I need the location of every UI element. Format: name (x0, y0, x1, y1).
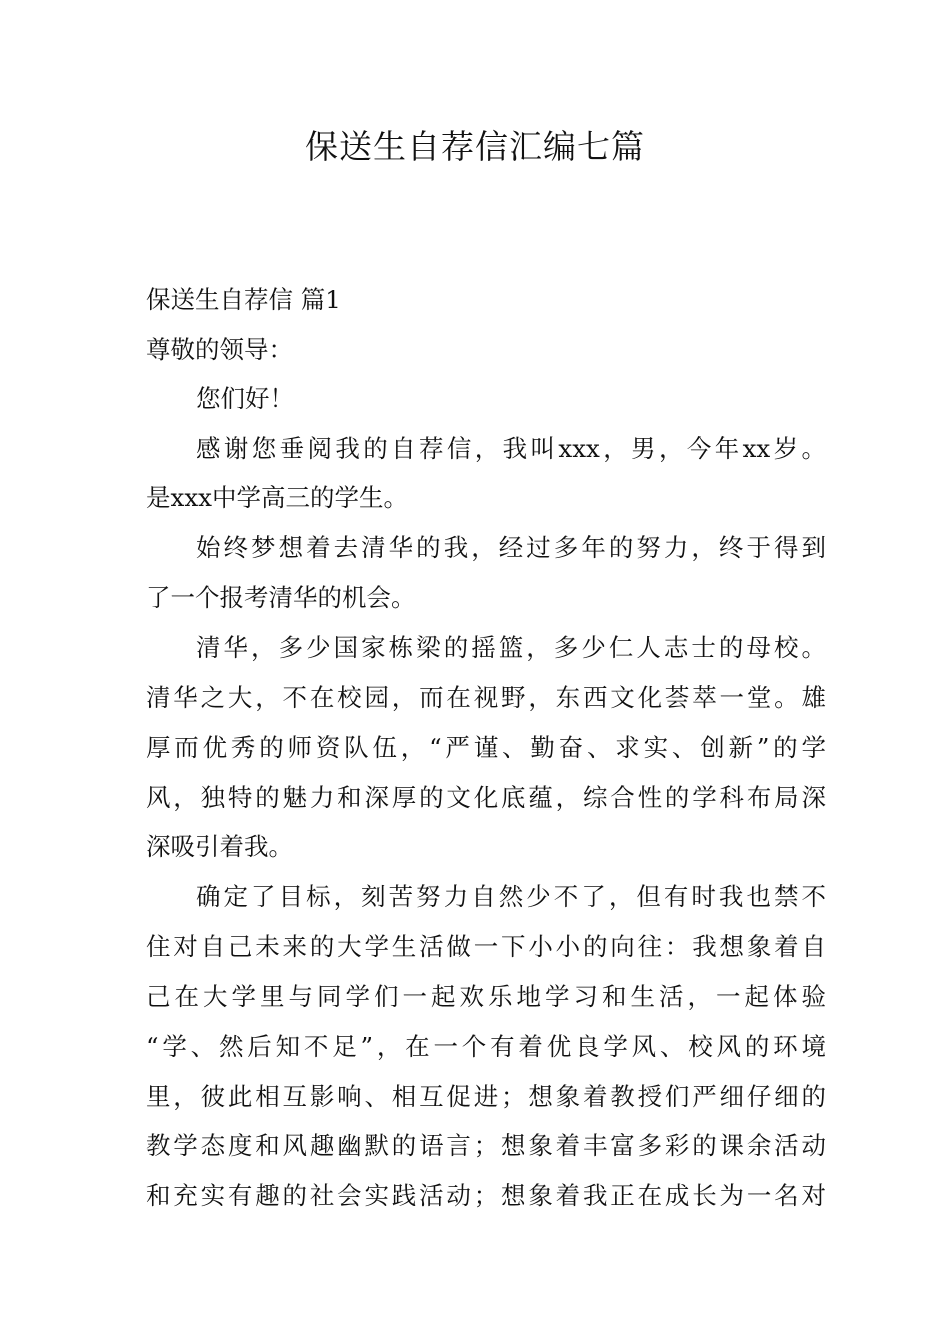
paragraph-line: 教学态度和风趣幽默的语言；想象着丰富多彩的课余活动 (146, 1131, 826, 1160)
paragraph-line: 了一个报考清华的机会。 (146, 583, 416, 612)
paragraph-line: 己在大学里与同学们一起欢乐地学习和生活，一起体验 (146, 982, 826, 1011)
paragraph-line: 厚而优秀的师资队伍，“严谨、勤奋、求实、创新”的学 (146, 733, 826, 762)
paragraph-line: 是xxx中学高三的学生。 (146, 483, 408, 512)
paragraph-line: 住对自己未来的大学生活做一下小小的向往：我想象着自 (146, 932, 826, 961)
paragraph-line: 感谢您垂阅我的自荐信，我叫xxx，男，今年xx岁。 (196, 434, 826, 463)
paragraph-line: 清华之大，不在校园，而在视野，东西文化荟萃一堂。雄 (146, 683, 826, 712)
salutation: 尊敬的领导： (146, 335, 293, 364)
paragraph-line: 始终梦想着去清华的我，经过多年的努力，终于得到 (196, 533, 826, 562)
paragraph-line: 确定了目标，刻苦努力自然少不了，但有时我也禁不 (196, 882, 826, 911)
paragraph-line: 和充实有趣的社会实践活动；想象着我正在成长为一名对 (146, 1181, 826, 1210)
section-heading: 保送生自荐信 篇1 (146, 285, 341, 314)
document-title: 保送生自荐信汇编七篇 (305, 127, 645, 166)
paragraph-line: “学、然后知不足”，在一个有着优良学风、校风的环境 (146, 1032, 826, 1061)
greeting: 您们好！ (196, 384, 294, 413)
paragraph-line: 深吸引着我。 (146, 832, 293, 861)
paragraph-line: 风，独特的魅力和深厚的文化底蕴，综合性的学科布局深 (146, 783, 826, 812)
paragraph-line: 清华，多少国家栋梁的摇篮，多少仁人志士的母校。 (196, 633, 826, 662)
paragraph-line: 里，彼此相互影响、相互促进；想象着教授们严细仔细的 (146, 1082, 826, 1111)
